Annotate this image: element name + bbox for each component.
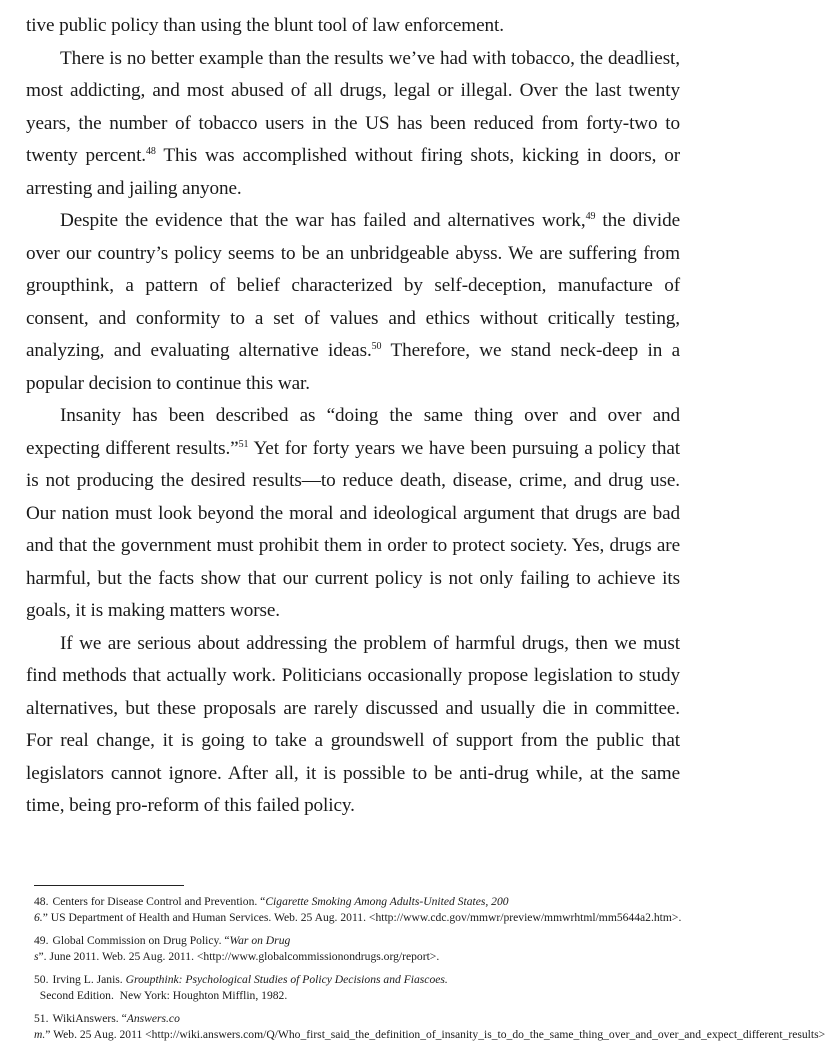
- footnote-number: 48.: [34, 894, 49, 908]
- footnote: [34, 972, 676, 1005]
- body-text: [26, 10, 680, 823]
- text-run: ”. June 2011. Web. 25 Aug. 2011. <http://www.globalcommissionondrugs.org/report>.: [38, 950, 440, 963]
- text-run: ” US Department of Health and Human Services. Web. 25 Aug. 2011. <http://www.cdc.gov/mmwr/preview/mmwrhtml/mm5644a2.htm>.: [42, 911, 682, 924]
- paragraph: [26, 400, 680, 628]
- citation-title: War on Drugs: [34, 933, 291, 963]
- footnote: [34, 894, 682, 927]
- footnote-ref: 48: [146, 146, 156, 157]
- text-run: Second Edition. New York: Houghton Mifflin, 1982.: [34, 989, 288, 1002]
- paragraph: [26, 10, 680, 43]
- footnote-number: 49.: [34, 933, 49, 947]
- text-run: If we are serious about addressing the problem of harmful drugs, then we must find methods that actually work. Politicians occasionally propose legislation to study alternatives, but these proposals are rarely discussed and usually die in committee. For real change, it is going to take a groundswell of support from the public that legislators cannot ignore. After all, it is possible to be anti-drug while, at the same time, being pro-reform of this failed policy.: [26, 632, 680, 816]
- footnote-ref: 49: [585, 211, 596, 222]
- footnotes: [26, 894, 825, 1044]
- text-run: the divide over our country’s policy seems to be an unbridgeable abyss. We are suffering from groupthink, a pattern of belief characterized by self-deception, manufacture of consent, and conformity to a set of values and ethics without critically testing, analyzing, and evaluating alternative ideas.: [26, 210, 680, 361]
- footnote-ref: 50: [371, 341, 382, 352]
- text-run: Global Commission on Drug Policy. “: [52, 933, 230, 947]
- text-run: Centers for Disease Control and Prevention. “: [52, 894, 266, 908]
- footnote-ref: 51: [238, 438, 249, 450]
- text-run: Despite the evidence that the war has failed and alternatives work,: [60, 210, 586, 231]
- text-run: WikiAnswers. “: [52, 1011, 127, 1025]
- text-run: There is no better example than the results we’ve had with tobacco, the deadliest, most addicting, and most abused of all drugs, legal or illegal. Over the last twenty years, the number of tobacco users in the US has been reduced from forty-two to twenty percent.: [26, 47, 680, 166]
- citation-title: Groupthink: Psychological Studies of Policy Decisions and Fiascoes.: [125, 972, 448, 986]
- text-run: Therefore, we stand neck-deep in a popular decision to continue this war.: [26, 340, 680, 394]
- citation-title: Cigarette Smoking Among Adults-United States, 2006.: [34, 894, 509, 924]
- text-run: Yet for forty years we have been pursuing a policy that is not producing the desired results—to reduce death, disease, crime, and drug use. Our nation must look beyond the moral and ideological argument that drugs are bad and that the government must prohibit them in order to protect society. Yes, drugs are harmful, but the facts show that our current policy is not only failing to achieve its goals, it is making matters worse.: [26, 437, 680, 621]
- paragraph: [26, 43, 680, 206]
- paragraph: [26, 628, 680, 823]
- text-run: ” Web. 25 Aug. 2011 <http://wiki.answers.com/Q/Who_first_said_the_definition_of_insanity_is_to_do_the_same_thing_over_and_over_and_expect_different_results>: [45, 1028, 825, 1041]
- text-run: Irving L. Janis.: [52, 972, 126, 986]
- footnote-divider: [34, 885, 184, 886]
- text-run: This was accomplished without firing shots, kicking in doors, or arresting and jailing anyone.: [26, 145, 680, 199]
- footnote-number: 50.: [34, 972, 49, 986]
- citation-title: Answers.com.: [34, 1011, 180, 1041]
- paragraph: [26, 205, 680, 400]
- text-run: Insanity has been described as “doing the same thing over and over and expecting different results.”: [26, 405, 680, 459]
- text-run: tive public policy than using the blunt tool of law enforcement.: [26, 15, 504, 36]
- footnote: [34, 1011, 825, 1044]
- footnote-number: 51.: [34, 1011, 49, 1025]
- footnote: [34, 933, 676, 966]
